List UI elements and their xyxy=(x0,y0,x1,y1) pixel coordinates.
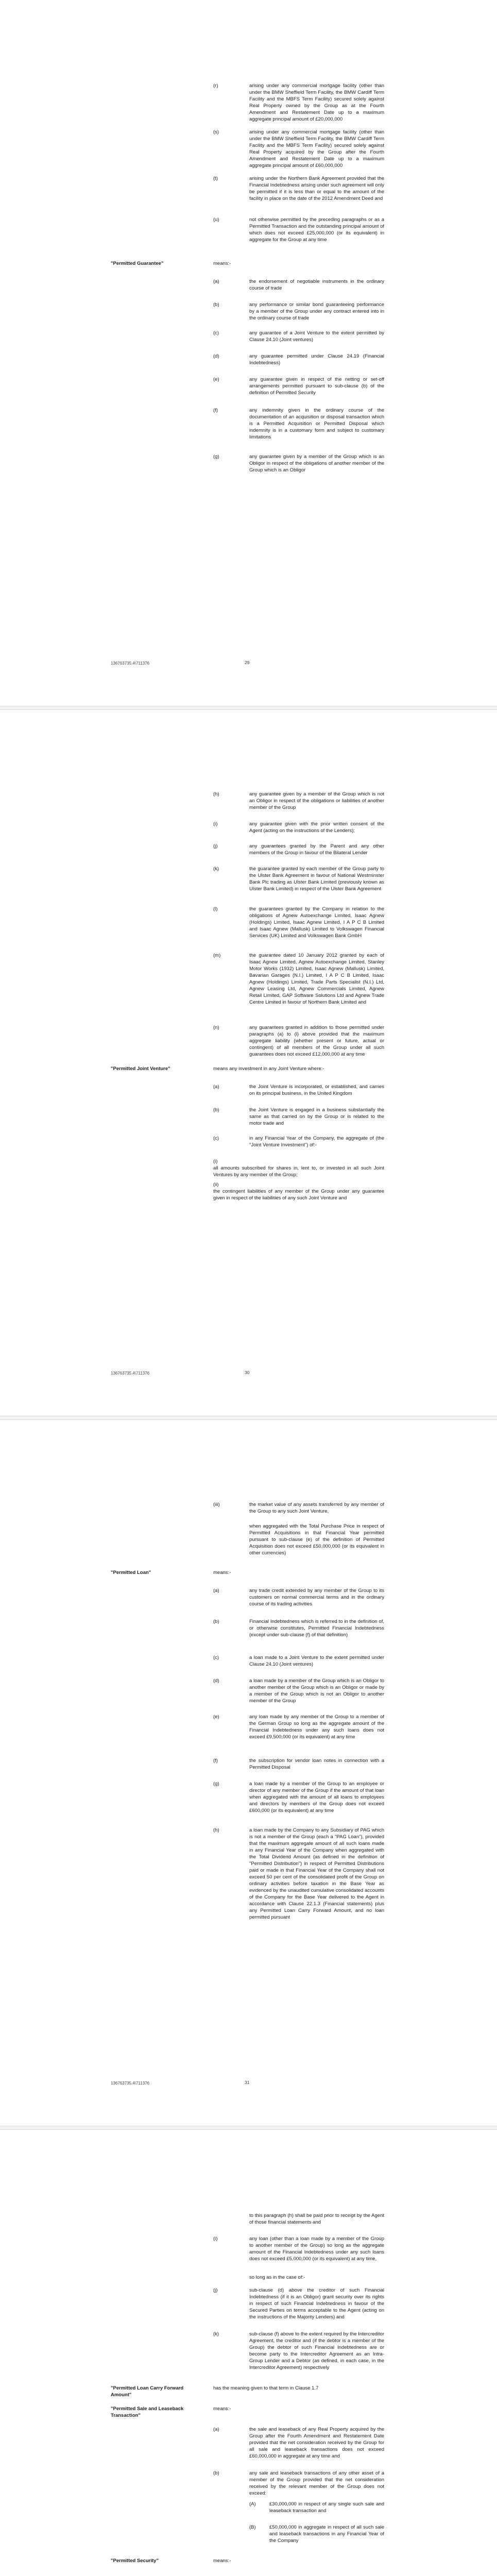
item-label: (b) xyxy=(213,302,219,308)
item-text: the market value of any assets transferred by any member of the Group to any such Joint Venture, xyxy=(249,1502,384,1514)
item-label: (c) xyxy=(213,1655,219,1660)
item-label: (b) xyxy=(213,1107,219,1113)
item-label: (i) xyxy=(213,2236,218,2242)
item-text: the guarantee granted by each member of the Group party to the Ulster Bank Agreement in favour of National Westminster Bank Plc trading as Ulster Bank Limited (previously known as Ulster Bank Limited) in respect of the Ulster Bank Agreement xyxy=(249,866,384,892)
item-text: any performance or similar bond guaranteeing performance by a member of the Group under any contract entered into in the ordinary course of trade xyxy=(249,302,384,321)
term-means: means any investment in any Joint Venture where:- xyxy=(213,1066,324,1072)
item-label: (iii) xyxy=(213,1502,220,1507)
item-label: (m) xyxy=(213,953,221,958)
item-text: any guarantee given by a member of the Group which is not an Obligor in respect of the obligations or liabilities of another member of the Group xyxy=(249,791,384,810)
term-means: means:- xyxy=(213,2406,231,2412)
page-divider xyxy=(0,2126,497,2130)
page-number: 30 xyxy=(245,1370,250,1375)
item-text: any trade credit extended by any member of the Group to its customers on normal commercial terms and in the ordinary course of its trading activities xyxy=(249,1588,384,1607)
term-means: means:- xyxy=(213,1570,231,1575)
item-text: a loan made to a Joint Venture to the extent permitted under Clause 24.10 (Joint ventures) xyxy=(249,1655,384,1667)
item-text: any guarantee of a Joint Venture to the extent permitted by Clause 24.10 (Joint ventures) xyxy=(249,330,384,343)
item-text: a loan made by a member of the Group which is an Obligor to another member of the Group which is an Obligor or made by a member of the Group which is not an Obligor to another member of the Group xyxy=(249,1678,384,1704)
item-text: any guarantee permitted under Clause 24.19 (Financial Indebtedness) xyxy=(249,353,384,366)
item-text: the Joint Venture is engaged in a business substantially the same as that carried on by the Group or is related to the motor trade and xyxy=(249,1107,384,1126)
item-text: any guarantee given with the prior written consent of the Agent (acting on the instructions of the Lenders); xyxy=(249,821,384,834)
item-label: (g) xyxy=(213,1781,219,1787)
item-text: the subscription for vendor loan notes in connection with a Permitted Disposal xyxy=(249,1758,384,1770)
item-label: (u) xyxy=(213,217,219,223)
page-divider xyxy=(0,1416,497,1420)
subitem-text: £50,000,000 in aggregate in respect of all such sale and leaseback transactions in any Financial Year of the Company xyxy=(269,2524,384,2544)
page-30 xyxy=(0,710,497,1416)
item-label: (s) xyxy=(213,129,219,135)
item-label: (i) xyxy=(213,821,218,827)
subitem-text: £30,000,000 in respect of any single such sale and leaseback transaction and xyxy=(269,2501,384,2514)
item-text: any sale and leaseback transactions of any other asset of a member of the Group provided that the net consideration received by the relevant member of the Group does not exceed: xyxy=(249,2470,384,2496)
term-means: has the meaning given to that term in Clause 1.7 xyxy=(213,2385,319,2391)
item-text: arising under the Northern Bank Agreement provided that the Financial Indebtedness arising under such agreement will only be permitted if it is less than or equal to the amount of the facility in place on the date of the 2012 Amendment Deed and xyxy=(249,176,384,201)
footer-reference: 136763735.4\711376 xyxy=(111,2081,150,2086)
item-label: (k) xyxy=(213,2331,219,2337)
item-label: (h) xyxy=(213,1827,219,1833)
item-text: sub-clause (f) above to the extent required by the Intercreditor Agreement, the creditor and (if the debtor is a member of the Group) the debtor of such Financial Indebtedness are or become party to the Intercreditor Agreement as an Intra-Group Lender and a Debtor (as defined, in each case, in the Intercreditor Agreement) respectively xyxy=(249,2331,384,2370)
term-name: "Permitted Loan" xyxy=(111,1570,151,1575)
item-text: all amounts subscribed for shares in, lent to, or invested in all such Joint Ventures by any member of the Group; xyxy=(213,1165,384,1178)
item-label: (a) xyxy=(213,2427,219,2432)
item-label: (j) xyxy=(213,843,218,849)
item-text: any loan (other than a loan made by a member of the Group to another member of the Group) so long as the aggregate amount of the Financial Indebtedness under any such loans does not exceed £5,000,000 (or its equivalent) at any time, xyxy=(249,2236,384,2262)
item-label: (f) xyxy=(213,1758,218,1764)
item-label: (ii) xyxy=(213,1182,219,1188)
footer-reference: 136763735.4\711376 xyxy=(111,661,150,666)
item-label: (d) xyxy=(213,353,219,359)
item-text: arising under any commercial mortgage facility (other than under the BMW Sheffield Term Facility, the BMW Cardiff Term Facility and the MBFS Term Facility) secured solely against Real Property acquired by the Group after the Fourth Amendment and Restatement Date up to a maximum aggregate principal amount of £60,000,000 xyxy=(249,129,384,168)
page-divider xyxy=(0,706,497,710)
item-label: (c) xyxy=(213,1136,219,1141)
item-text: a loan made by the Company to any Subsidiary of PAG which is not a member of the Group (each a "PAG Loan"), provided that the maximum aggregate amount of all such loans made in any Financial Year of the Company when aggregated with the Total Dividend Amount (as defined in the definition of "Permitted Distribution") in respect of Permitted Distributions paid or made in that Financial Year of the Company shall not exceed 50 per cent of the consolidated profit of the Group on ordinary activities before taxation in the Base Year as evidenced by the unaudited cumulative consolidated accounts of the Company for the Base Year delivered to the Agent in accordance with Clause 22.1.3 (Financial statements) plus any Permitted Loan Carry Forward Amount, and no loan permitted pursuant xyxy=(249,1827,384,1920)
item-text: any guarantees granted in addition to those permitted under paragraphs (a) to (l) above provided that the maximum aggregate liability (whether present or future, actual or contingent) of all members of the Group under all such guarantees does not exceed £12,000,000 at any time xyxy=(249,1025,384,1057)
item-text: the sale and leaseback of any Real Property acquired by the Group after the Fourth Amendment and Restatement Date provided that the net consideration received by the Group for all sale and leaseback transactions does not exceed £60,000,000 in aggregate at any time and xyxy=(249,2427,384,2459)
item-label: (k) xyxy=(213,866,219,872)
item-text: the contingent liabilities of any member of the Group under any guarantee given in respect of the liabilities of any such Joint Venture and xyxy=(213,1189,384,1201)
term-means: means:- xyxy=(213,2558,231,2564)
item-text: the endorsement of negotiable instruments in the ordinary course of trade xyxy=(249,279,384,291)
item-label: (t) xyxy=(213,176,218,181)
item-text: the guarantees granted by the Company in relation to the obligations of Agnew Autoexchange Limited, Isaac Agnew (Holdings) Limited, Isaac Agnew Limited, I A P C B Limited and Isaac Agnew (Mallusk) Limited to Volkswagen Financial Services (UK) Limited and Volkswagen Bank GmbH xyxy=(249,906,384,939)
term-means: means:- xyxy=(213,261,231,266)
item-label: (a) xyxy=(213,279,219,284)
item-label: (h) xyxy=(213,791,219,797)
item-text: any indemnity given in the ordinary course of the documentation of an acquisition or disposal transaction which is a Permitted Acquisition or Permitted Disposal which indemnity is in a customary form and subject to customary limitations xyxy=(249,408,384,440)
item-label: (c) xyxy=(213,330,219,336)
item-text: any loan made by any member of the Group to a member of the German Group so long as the aggregate amount of the Financial Indebtedness under any such loans does not exceed £9,500,000 (or its equivalent) at any time xyxy=(249,1714,384,1740)
item-text: any guarantee given in respect of the netting or set-off arrangements permitted pursuant to sub-clause (b) of the definition of Permitted Security xyxy=(249,377,384,396)
item-label: (l) xyxy=(213,906,218,912)
item-text: when aggregated with the Total Purchase Price in respect of Permitted Acquisitions in that Financial Year permitted pursuant to sub-clause (e) of the definition of Permitted Acquisition does not exceed £50,000,000 (or its equivalent in other currencies) xyxy=(249,1523,384,1556)
subitem-label: (A) xyxy=(249,2501,256,2507)
term-name: "Permitted Joint Venture" xyxy=(111,1066,170,1072)
subitem-label: (B) xyxy=(249,2524,256,2530)
page-29 xyxy=(0,0,497,706)
term-name: "Permitted Sale and Leaseback Transaction" xyxy=(111,2406,184,2418)
item-label: (a) xyxy=(213,1588,219,1594)
item-text: a loan made by a member of the Group to an employee or director of any member of the Group if the amount of that loan when aggregated with the amount of all loans to employees and directors by members of the Group does not exceed £600,000 (or its equivalent) at any time xyxy=(249,1781,384,1814)
item-text: any guarantees granted by the Parent and any other members of the Group in favour of the Bilateral Lender xyxy=(249,843,384,856)
item-label: (j) xyxy=(213,2287,218,2293)
item-label: (b) xyxy=(213,1619,219,1624)
item-text: the Joint Venture is incorporated, or established, and carries on its principal business, in the United Kingdom xyxy=(249,1084,384,1096)
term-name: "Permitted Loan Carry Forward Amount" xyxy=(111,2385,184,2398)
item-label: (g) xyxy=(213,454,219,460)
item-label: (i) xyxy=(213,1159,218,1164)
page-number: 29 xyxy=(245,660,250,665)
item-text: sub-clause (d) above the creditor of such Financial Indebtedness (if it is an Obligor) grant security over its rights in respect of such Financial Indebtedness in favour of the Secured Parties on terms acceptable to the Agent (acting on the instructions of the Majority Lenders) and xyxy=(249,2287,384,2320)
term-name: "Permitted Security" xyxy=(111,2558,159,2564)
item-text: so long as in the case of:- xyxy=(249,2275,305,2280)
page-number: 31 xyxy=(245,2080,250,2085)
item-text: the guarantee dated 10 January 2012 granted by each of Isaac Agnew Limited, Agnew Autoexchange Limited, Stanley Motor Works (1932) Limited, Isaac Agnew (Mallusk) Limited, Bavarian Garages (N.I.) Limited, I A P C B Limited, Isaac Agnew (Holdings) Limited, Trade Parts Specialist (N.I.) Ltd, Agnew Leasing Ltd, Agnew Commercials Limited, Agnew Retail Limited, GAP Software Solutions Ltd and Agnew Trade Centre Limited in favour of Northern Bank Limited and xyxy=(249,953,384,1005)
page-32 xyxy=(0,2130,497,2576)
item-label: (f) xyxy=(213,408,218,413)
item-text: to this paragraph (h) shall be paid prior to receipt by the Agent of those financial statements and xyxy=(249,2213,384,2225)
item-label: (e) xyxy=(213,1714,219,1720)
item-text: Financial Indebtedness which is referred to in the definition of, or otherwise constitutes, Permitted Financial Indebtedness (except under sub-clause (f) of that definition) xyxy=(249,1619,384,1638)
page-31 xyxy=(0,1420,497,2126)
item-text: arising under any commercial mortgage facility (other than under the BMW Sheffield Term Facility, the BMW Cardiff Term Facility and the MBFS Term Facility) secured solely against Real Property owned by the Group as at the Fourth Amendment and Restatement Date up to a maximum aggregate principal amount of £20,000,000 xyxy=(249,83,384,122)
item-text: not otherwise permitted by the preceding paragraphs or as a Permitted Transaction and the outstanding principal amount of which does not exceed £25,000,000 (or its equivalent) in aggregate for the Group at any time xyxy=(249,217,384,243)
item-text: in any Financial Year of the Company, the aggregate of (the "Joint Venture Investment") of:- xyxy=(249,1136,384,1148)
item-label: (b) xyxy=(213,2470,219,2476)
item-label: (n) xyxy=(213,1025,219,1030)
footer-reference: 136763735.4\711376 xyxy=(111,1371,150,1376)
item-text: any guarantee given by a member of the Group which is an Obligor in respect of the obligations of another member of the Group which is an Obligor xyxy=(249,454,384,473)
item-label: (e) xyxy=(213,377,219,382)
item-label: (r) xyxy=(213,83,218,89)
item-label: (d) xyxy=(213,1678,219,1684)
item-label: (a) xyxy=(213,1084,219,1090)
term-name: "Permitted Guarantee" xyxy=(111,261,164,266)
